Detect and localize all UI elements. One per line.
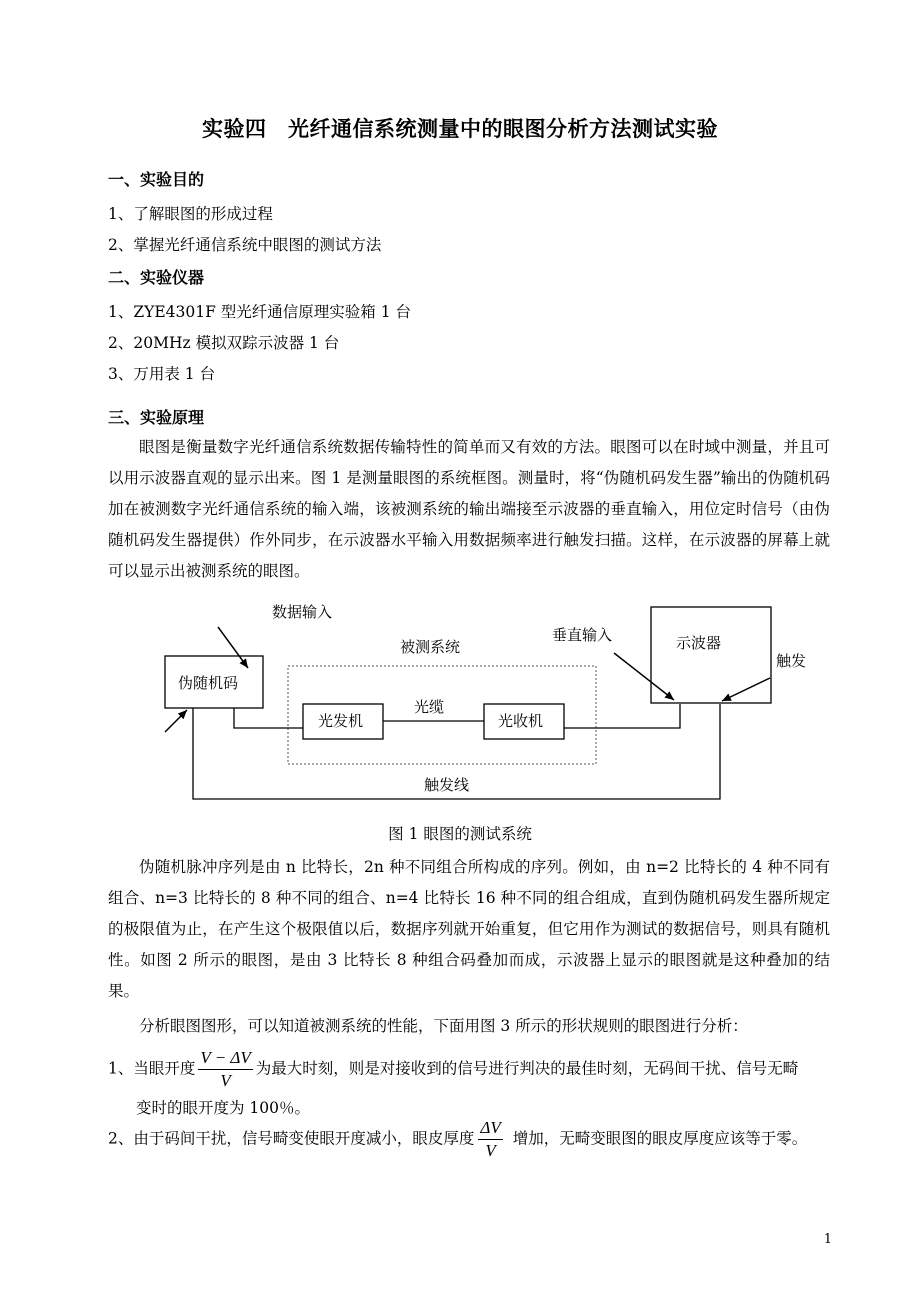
page-number: 1 [823,1232,832,1247]
prbs-generator-label: 伪随机码 [178,674,239,692]
optical-transmitter-label: 光发机 [318,712,364,730]
analysis-item-1-prefix: 1、当眼开度 [108,1059,196,1078]
analysis-item-1-continuation: 变时的眼开度为 100％。 [136,1099,311,1117]
instrument-item-1: 1、ZYE4301F 型光纤通信原理实验箱 1 台 [108,303,412,321]
data-input-arrow [218,627,248,668]
section-heading-instruments: 二、实验仪器 [108,268,205,287]
principle-paragraph-3: 分析眼图图形，可以知道被测系统的性能，下面用图 3 所示的形状规则的眼图进行分析： [139,1017,748,1035]
analysis-item-2-prefix: 2、由于码间干扰，信号畸变使眼开度减小，眼皮厚度 [108,1129,475,1148]
label-optical-cable: 光缆 [414,698,445,716]
figure-caption: 图 1 眼图的测试系统 [388,825,532,843]
receiver-to-scope-line [564,704,680,728]
section-heading-purpose: 一、实验目的 [108,170,205,189]
eye-thickness-fraction [478,1118,502,1161]
page-title: 实验四 光纤通信系统测量中的眼图分析方法测试实验 [202,117,718,141]
principle-paragraph-1: 眼图是衡量数字光纤通信系统数据传输特性的简单而又有效的方法。眼图可以在时域中测量，并且可以用示波器直观的显示出来。图 1 是测量眼图的系统框图。测量时，将“伪随机码发生器”输出的伪随机码加在被测数字光纤通信系统的输入端，该被测系统的输出端接至示波器的垂直输入，用位定时信号（由伪随机码发生器提供）作外同步，在示波器水平输入用数据频率进行触发扫描。这样，在示波器的屏幕上就可以显示出被测系统的眼图。 [108,438,830,580]
vertical-input-arrow [614,653,674,700]
trigger-arrow [722,678,770,701]
fraction-denominator: V [220,1071,231,1090]
analysis-item-2 [108,1118,807,1161]
instrument-item-3: 3、万用表 1 台 [108,365,216,383]
analysis-item-1-suffix: 为最大时刻，则是对接收到的信号进行判决的最佳时刻，无码间干扰、信号无畸 [255,1059,799,1078]
eye-opening-fraction [198,1048,252,1091]
principle-paragraph-2: 伪随机脉冲序列是由 n 比特长，2n 种不同组合所构成的序列。例如，由 n=2 比特长的 4 种不同有组合、n=3 比特长的 8 种不同的组合、n=4 比特长 16 种不同的组合组成，直到伪随机码发生器所规定的极限值为止，在产生这个极限值以后，数据序列就开始重复，但它用作为测试的数据信号，则具有随机性。如图 2 所示的眼图，是由 3 比特长 8 种组合码叠加而成，示波器上显示的眼图就是这种叠加的结果。 [108,858,830,1000]
label-trigger: 触发 [776,652,807,670]
eye-diagram-test-system-figure [0,595,920,820]
prbs-sync-arrow [165,710,187,732]
label-data-input: 数据输入 [272,603,333,621]
oscilloscope-box [651,607,771,703]
fraction-numerator: ΔV [478,1118,502,1140]
prbs-to-transmitter-line [234,708,303,728]
fraction-denominator: V [485,1141,496,1160]
oscilloscope-label: 示波器 [676,634,722,652]
instrument-item-2: 2、20MHz 模拟双踪示波器 1 台 [108,334,340,352]
label-vertical-input: 垂直输入 [552,626,613,644]
label-system-under-test: 被测系统 [400,638,461,656]
label-trigger-line: 触发线 [424,776,470,794]
purpose-item-1: 1、了解眼图的形成过程 [108,205,273,223]
purpose-item-2: 2、掌握光纤通信系统中眼图的测试方法 [108,236,382,254]
fraction-numerator: V − ΔV [198,1048,252,1070]
optical-receiver-label: 光收机 [498,712,544,730]
analysis-item-1 [108,1048,798,1091]
section-heading-principle: 三、实验原理 [108,408,205,427]
analysis-item-2-suffix: 增加，无畸变眼图的眼皮厚度应该等于零。 [512,1129,808,1148]
